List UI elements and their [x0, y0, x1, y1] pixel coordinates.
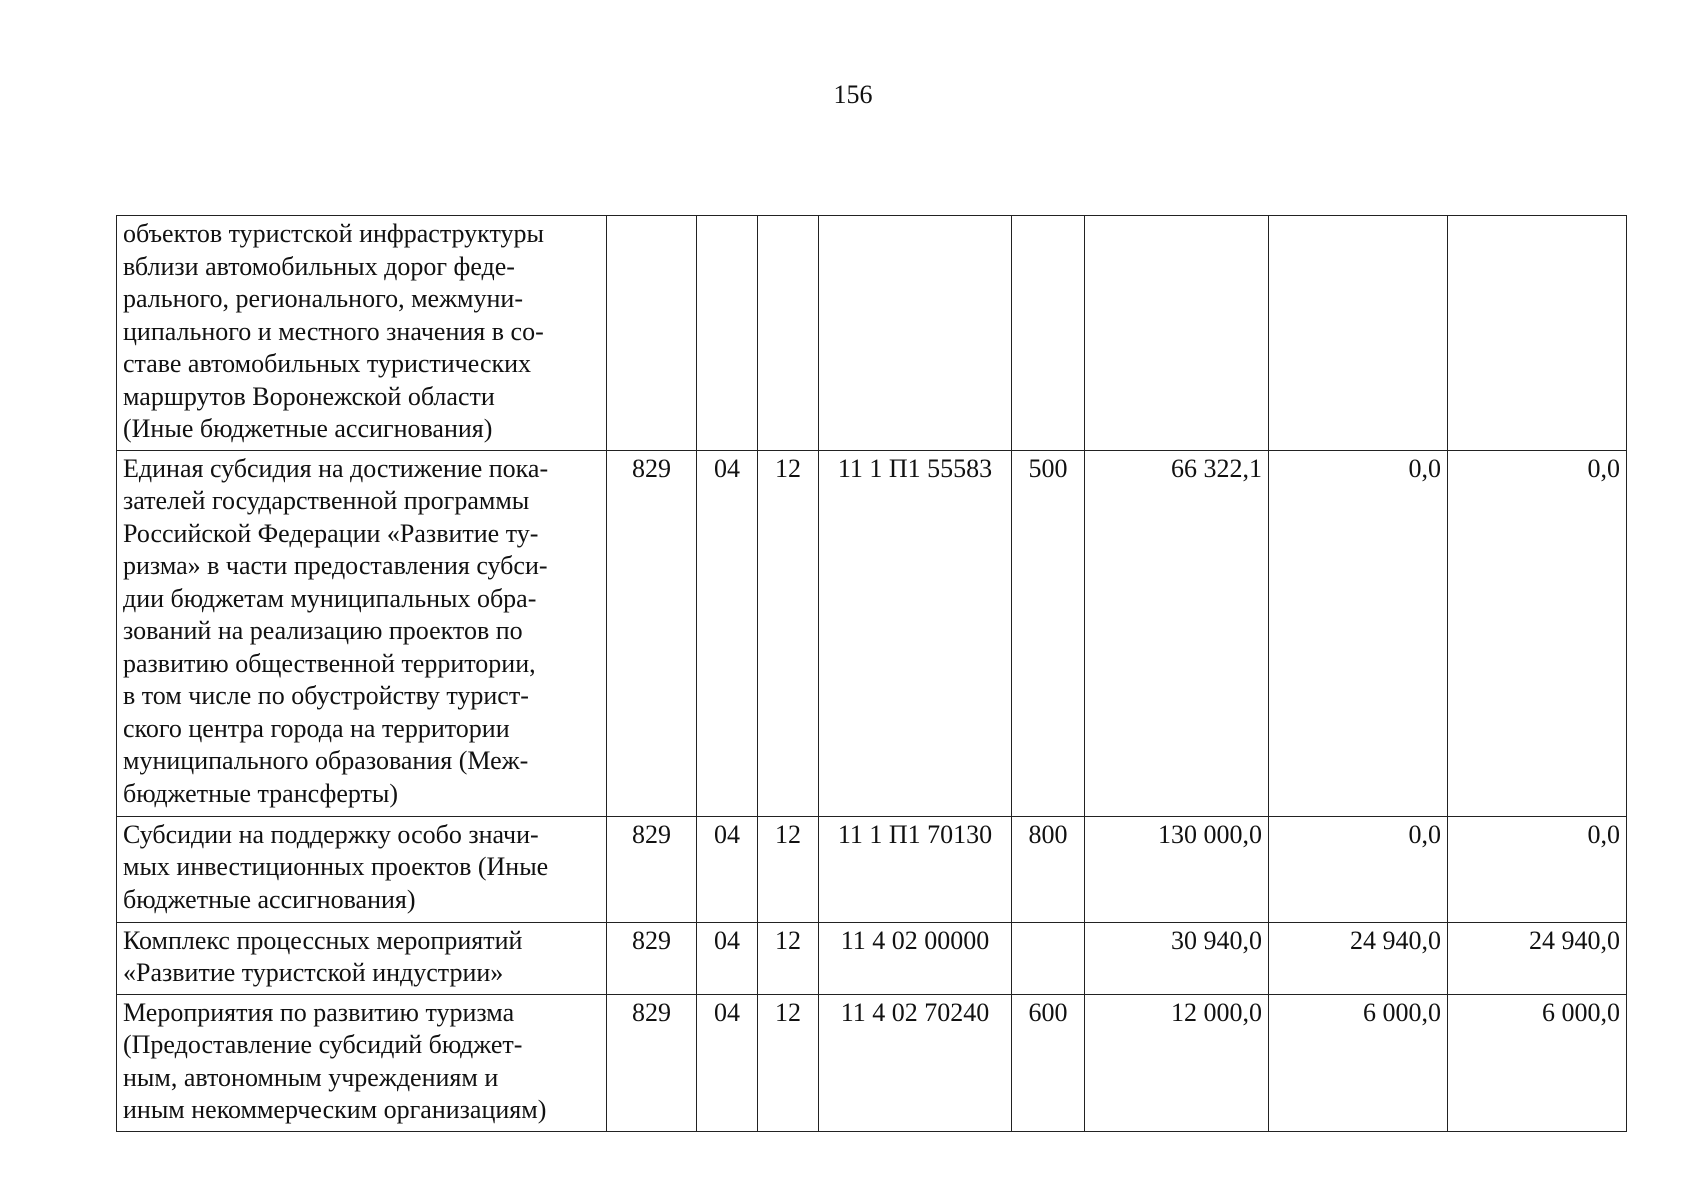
- expense-type-cell: 600: [1012, 994, 1085, 1131]
- amount-year2-cell: 24 940,0: [1269, 922, 1448, 994]
- grbs-code-cell: 829: [607, 816, 697, 922]
- target-article-cell: 11 4 02 00000: [819, 922, 1012, 994]
- amount-year3-cell: 0,0: [1448, 450, 1627, 816]
- expense-type-cell: [1012, 216, 1085, 451]
- amount-year1-cell: 12 000,0: [1085, 994, 1269, 1131]
- amount-year3-cell: [1448, 216, 1627, 451]
- table-row: [117, 922, 1627, 994]
- amount-year1-cell: [1085, 216, 1269, 451]
- amount-year3-cell: 6 000,0: [1448, 994, 1627, 1131]
- section-code-cell: 04: [697, 994, 758, 1131]
- table-row: [117, 450, 1627, 816]
- amount-year2-cell: 0,0: [1269, 816, 1448, 922]
- expense-type-cell: [1012, 922, 1085, 994]
- row-name-cell: Мероприятия по развитию туризма (Предоставление субсидий бюджет- ным, автономным учреждениям и иным некоммерческим организациям): [117, 994, 607, 1131]
- amount-year2-cell: 6 000,0: [1269, 994, 1448, 1131]
- subsection-code-cell: 12: [758, 994, 819, 1131]
- target-article-cell: 11 4 02 70240: [819, 994, 1012, 1131]
- section-code-cell: 04: [697, 450, 758, 816]
- target-article-cell: 11 1 П1 70130: [819, 816, 1012, 922]
- grbs-code-cell: 829: [607, 450, 697, 816]
- row-name-cell: Единая субсидия на достижение пока- зателей государственной программы Российской Федерации «Развитие ту- ризма» в части предоставления субси- дии бюджетам муниципальных обра- зований на реализацию проектов по развитию общественной территории, в том числе по обустройству турист- ского центра города на территории муниципального образования (Меж- бюджетные трансферты): [117, 450, 607, 816]
- subsection-code-cell: 12: [758, 450, 819, 816]
- section-code-cell: 04: [697, 922, 758, 994]
- subsection-code-cell: 12: [758, 816, 819, 922]
- subsection-code-cell: 12: [758, 922, 819, 994]
- expense-type-cell: 500: [1012, 450, 1085, 816]
- amount-year2-cell: [1269, 216, 1448, 451]
- amount-year1-cell: 66 322,1: [1085, 450, 1269, 816]
- row-name-cell: Субсидии на поддержку особо значи- мых инвестиционных проектов (Иные бюджетные ассигнования): [117, 816, 607, 922]
- amount-year3-cell: 24 940,0: [1448, 922, 1627, 994]
- table-row: [117, 816, 1627, 922]
- amount-year1-cell: 130 000,0: [1085, 816, 1269, 922]
- grbs-code-cell: 829: [607, 922, 697, 994]
- section-code-cell: [697, 216, 758, 451]
- target-article-cell: [819, 216, 1012, 451]
- row-name-cell: Комплекс процессных мероприятий «Развитие туристской индустрии»: [117, 922, 607, 994]
- grbs-code-cell: [607, 216, 697, 451]
- amount-year1-cell: 30 940,0: [1085, 922, 1269, 994]
- table-row: [117, 216, 1627, 451]
- budget-table: [116, 215, 1627, 1132]
- amount-year3-cell: 0,0: [1448, 816, 1627, 922]
- target-article-cell: 11 1 П1 55583: [819, 450, 1012, 816]
- table-row: [117, 994, 1627, 1131]
- row-name-cell: объектов туристской инфраструктуры вблизи автомобильных дорог феде- рального, регионального, межмуни- ципального и местного значения в со- ставе автомобильных туристических маршрутов Воронежской области (Иные бюджетные ассигнования): [117, 216, 607, 451]
- grbs-code-cell: 829: [607, 994, 697, 1131]
- page-number: 156: [833, 80, 873, 109]
- subsection-code-cell: [758, 216, 819, 451]
- amount-year2-cell: 0,0: [1269, 450, 1448, 816]
- section-code-cell: 04: [697, 816, 758, 922]
- expense-type-cell: 800: [1012, 816, 1085, 922]
